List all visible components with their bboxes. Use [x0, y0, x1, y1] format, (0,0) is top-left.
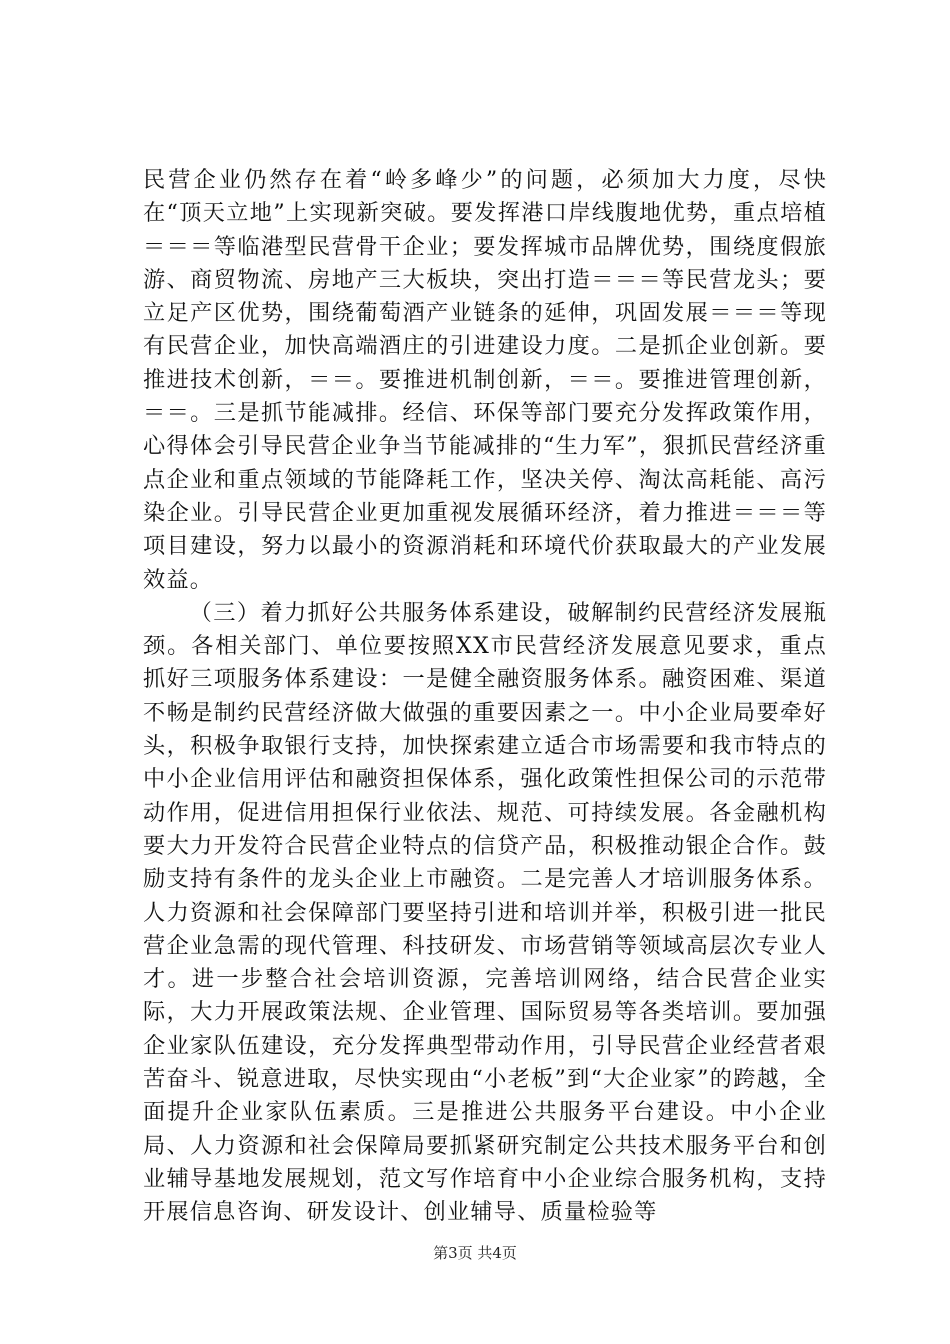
body-text: [143, 164, 827, 1230]
paragraph-section-three: （三）着力抓好公共服务体系建设，破解制约民营经济发展瓶颈。各相关部门、单位要按照XX市民营经济发展意见要求，重点抓好三项服务体系建设：一是健全融资服务体系。融资困难、渠道不畅是制约民营经济做大做强的重要因素之一。中小企业局要牵好头，积极争取银行支持，加快探索建立适合市场需要和我市特点的中小企业信用评估和融资担保体系，强化政策性担保公司的示范带动作用，促进信用担保行业依法、规范、可持续发展。各金融机构要大力开发符合民营企业特点的信贷产品，积极推动银企合作。鼓励支持有条件的龙头企业上市融资。二是完善人才培训服务体系。人力资源和社会保障部门要坚持引进和培训并举，积极引进一批民营企业急需的现代管理、科技研发、市场营销等领域高层次专业人才。进一步整合社会培训资源，完善培训网络，结合民营企业实际，大力开展政策法规、企业管理、国际贸易等各类培训。要加强企业家队伍建设，充分发挥典型带动作用，引导民营企业经营者艰苦奋斗、锐意进取，尽快实现由“小老板”到“大企业家”的跨越，全面提升企业家队伍素质。三是推进公共服务平台建设。中小企业局、人力资源和社会保障局要抓紧研究制定公共技术服务平台和创业辅导基地发展规划，范文写作培育中小企业综合服务机构，支持开展信息咨询、研发设计、创业辅导、质量检验等: [143, 599, 827, 1226]
paragraph-continued: 民营企业仍然存在着“岭多峰少”的问题，必须加大力度，尽快在“顶天立地”上实现新突破。要发挥港口岸线腹地优势，重点培植＝＝＝等临港型民营骨干企业；要发挥城市品牌优势，围绕度假旅游、商贸物流、房地产三大板块，突出打造＝＝＝等民营龙头；要立足产区优势，围绕葡萄酒产业链条的延伸，巩固发展＝＝＝等现有民营企业，加快高端酒庄的引进建设力度。二是抓企业创新。要推进技术创新，＝＝。要推进机制创新，＝＝。要推进管理创新，＝＝。三是抓节能减排。经信、环保等部门要充分发挥政策作用，心得体会引导民营企业争当节能减排的“生力军”，狠抓民营经济重点企业和重点领域的节能降耗工作，坚决关停、淘汰高耗能、高污染企业。引导民营企业更加重视发展循环经济，着力推进＝＝＝等项目建设，努力以最小的资源消耗和环境代价获取最大的产业发展效益。: [143, 167, 827, 593]
page-number-footer: 第3页 共4页: [433, 1244, 517, 1262]
